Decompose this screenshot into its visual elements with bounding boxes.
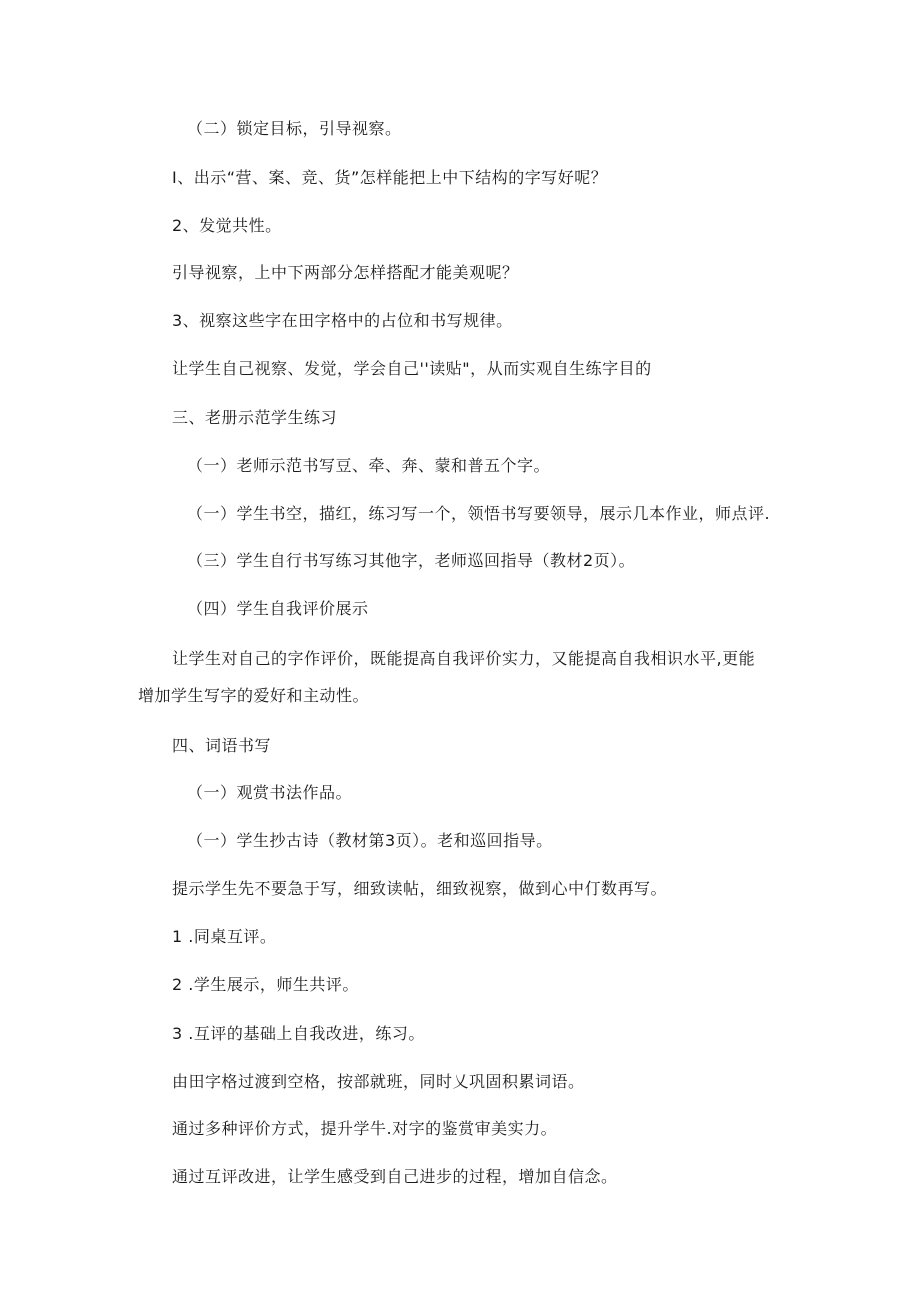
paragraph-line: 3、视察这些字在田字格中的占位和书写规律。 — [172, 311, 513, 330]
section-heading-word-writing: 四、词语书写 — [172, 736, 272, 755]
paragraph-line: 2、发觉共性。 — [172, 216, 282, 235]
paragraph-line: （一）学生抄古诗（教材第3页）。老和巡回指导。 — [187, 831, 553, 850]
paragraph-line: 提示学生先不要急于写，细致读帖，细致视察，做到心中仃数再写。 — [172, 879, 668, 898]
section-heading-teacher-demo: 三、老册示范学生练习 — [172, 408, 338, 427]
paragraph-line: I、出示“营、案、竞、货”怎样能把上中下结构的字写好呢？ — [172, 168, 608, 187]
list-item: 3 .互评的基础上自我改进，练习。 — [172, 1024, 425, 1043]
paragraph-line: 通过多种评价方式，提升学牛.对字的鉴赏审美实力。 — [172, 1119, 558, 1138]
paragraph-line: 通过互评改进，让学生感受到自己进步的过程，增加自信念。 — [172, 1167, 618, 1186]
section-heading-lock-goal: （二）锁定目标，引导视察。 — [187, 119, 402, 138]
paragraph-line: （四）学生自我评价展示 — [187, 599, 369, 618]
paragraph-line: 引导视察，上中下两部分怎样搭配才能美观呢？ — [172, 263, 519, 282]
paragraph-line: （一）学生书空，描红，练习写一个，领悟书写要领导，展示几本作业，师点评. — [187, 504, 771, 523]
paragraph-line: （一）观赏书法作品。 — [187, 783, 353, 802]
paragraph-line: 由田字格过渡到空格，按部就班，同时乂巩固积累词语。 — [172, 1072, 585, 1091]
paragraph-line: 让学生对自己的字作评价，既能提高自我评价实力，又能提高自我相识水平,更能 — [172, 649, 756, 668]
paragraph-line: 让学生自己视察、发觉，学会自己''读贴"，从而实观自生练字目的 — [172, 359, 652, 378]
paragraph-line: （三）学生自行书写练习其他字，老师巡回指导（教材2页）。 — [187, 551, 636, 570]
paragraph-line: 增加学生写字的爱好和主动性。 — [138, 686, 370, 705]
list-item: 1 .同桌互评。 — [172, 927, 277, 946]
list-item: 2 .学生展示，师生共评。 — [172, 975, 359, 994]
paragraph-line: （一）老师示范书写豆、牵、奔、蒙和普五个字。 — [187, 456, 551, 475]
